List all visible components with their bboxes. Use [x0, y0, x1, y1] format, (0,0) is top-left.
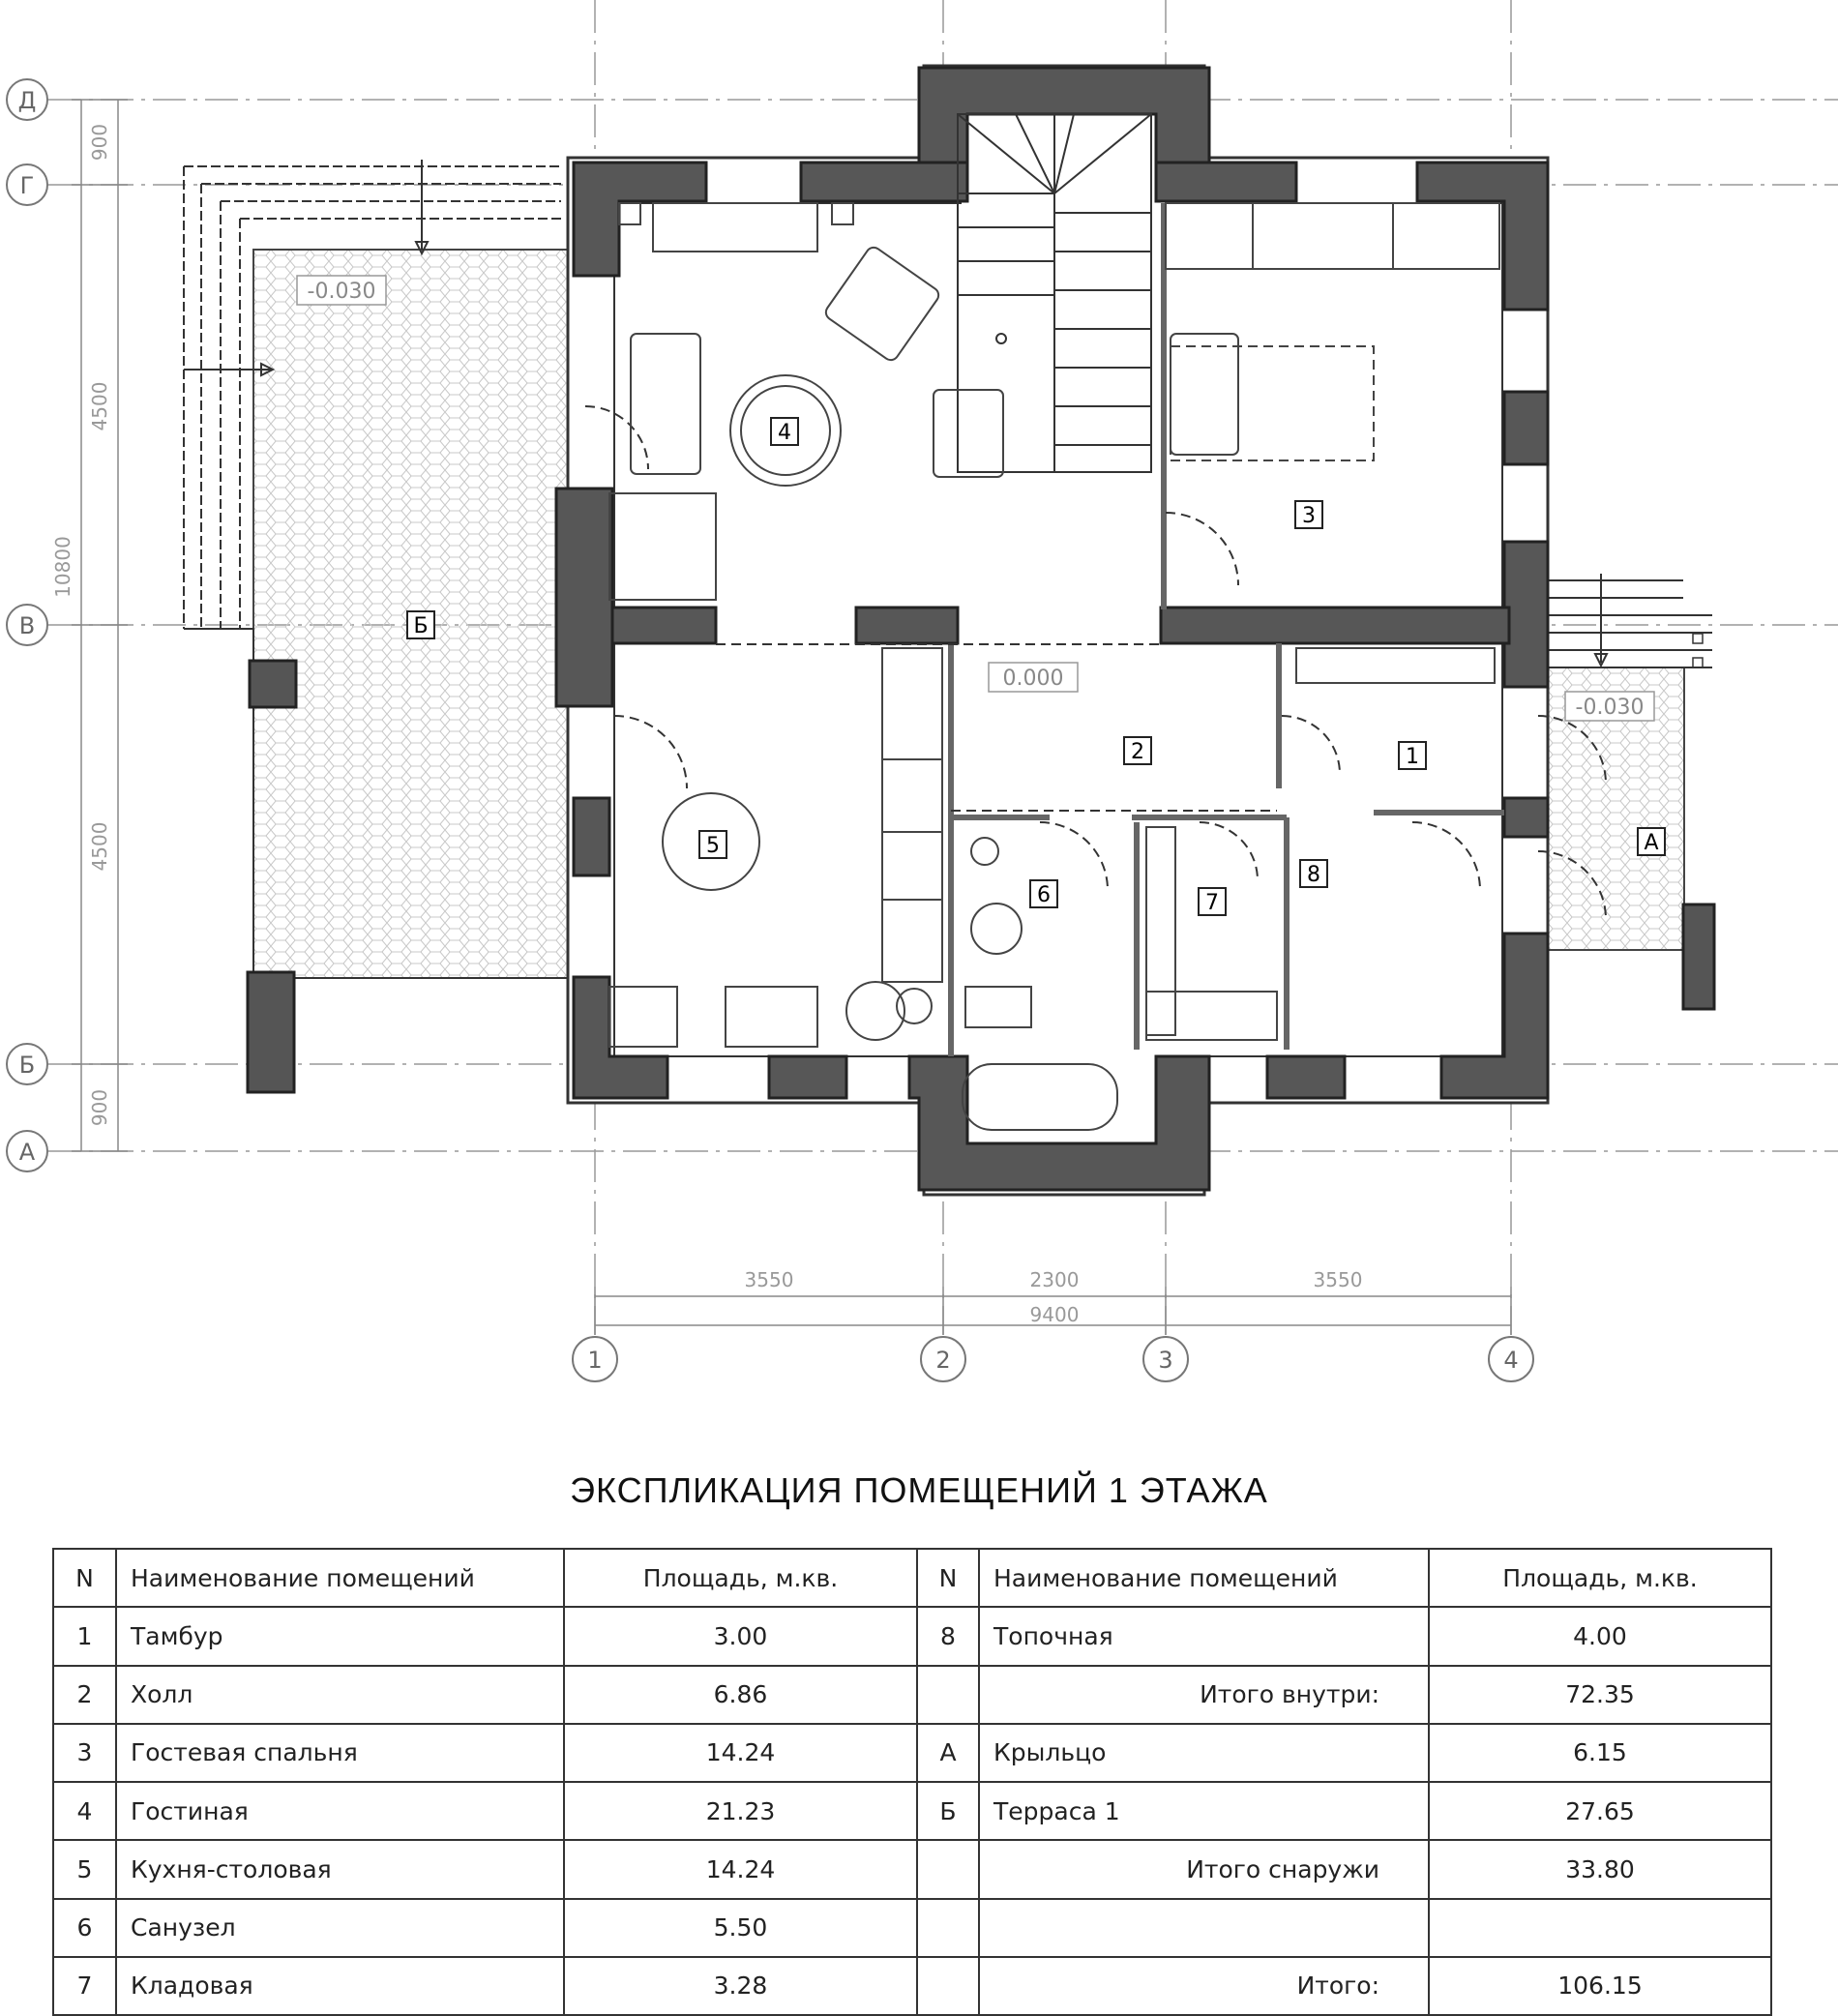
- axis-bubbles-cols: [573, 1337, 1533, 1381]
- room-tag-2: 2: [1131, 740, 1144, 764]
- row-num-right: 8: [917, 1607, 979, 1665]
- row-num-right: [917, 1666, 979, 1724]
- table-row: [53, 1666, 1771, 1724]
- porch-a: [1527, 574, 1714, 1009]
- room-tag-8: 8: [1307, 863, 1320, 887]
- row-num-right: Б: [917, 1782, 979, 1840]
- table-row: [53, 1724, 1771, 1782]
- row-name: Кладовая: [116, 1957, 564, 2015]
- row-name-right: Терраса 1: [979, 1782, 1429, 1840]
- table-header-row: [53, 1549, 1771, 1607]
- room-tag-7: 7: [1205, 891, 1219, 915]
- row-name-right: Итого снаружи: [979, 1840, 1429, 1898]
- explication-title: ЭКСПЛИКАЦИЯ ПОМЕЩЕНИЙ 1 ЭТАЖА: [570, 1470, 1268, 1510]
- dim-bottom-3: 3550: [1313, 1268, 1363, 1291]
- row-num: 4: [53, 1782, 116, 1840]
- dim-bottom-1: 3550: [744, 1268, 794, 1291]
- axis-row-d: Д: [17, 87, 37, 114]
- row-name: Гостиная: [116, 1782, 564, 1840]
- row-num-right: А: [917, 1724, 979, 1782]
- row-name-right: Крыльцо: [979, 1724, 1429, 1782]
- row-num: 1: [53, 1607, 116, 1665]
- dim-left-3: 4500: [88, 821, 111, 872]
- row-area-right: 6.15: [1429, 1724, 1771, 1782]
- row-area: 21.23: [564, 1782, 917, 1840]
- row-area: 6.86: [564, 1666, 917, 1724]
- dim-left-4: 900: [88, 1088, 111, 1127]
- col-header-name-right: Наименование помещений: [979, 1549, 1429, 1607]
- row-area-right: 72.35: [1429, 1666, 1771, 1724]
- dim-left-total: 10800: [51, 536, 74, 598]
- room-tag-1: 1: [1406, 745, 1419, 769]
- row-num: 5: [53, 1840, 116, 1898]
- row-name: Холл: [116, 1666, 564, 1724]
- room-tag-3: 3: [1302, 504, 1316, 528]
- row-area: 3.00: [564, 1607, 917, 1665]
- row-area-right: 106.15: [1429, 1957, 1771, 2015]
- level-mark-porch: -0.030: [1575, 696, 1645, 720]
- row-num-right: [917, 1840, 979, 1898]
- row-num: 2: [53, 1666, 116, 1724]
- room-tag-5: 5: [706, 834, 720, 858]
- row-name-right: Топочная: [979, 1607, 1429, 1665]
- row-name: Кухня-столовая: [116, 1840, 564, 1898]
- table-row: [53, 1899, 1771, 1957]
- col-header-n: N: [53, 1549, 116, 1607]
- row-area: 5.50: [564, 1899, 917, 1957]
- row-area: 14.24: [564, 1724, 917, 1782]
- axis-col-2: 2: [935, 1347, 951, 1374]
- table-row: [53, 1607, 1771, 1665]
- left-dimension-chain: [72, 100, 128, 1151]
- axis-row-g: Г: [19, 172, 35, 199]
- axis-row-a: А: [18, 1139, 36, 1166]
- row-area-right: 33.80: [1429, 1840, 1771, 1898]
- dim-left-2: 4500: [88, 381, 111, 431]
- row-area: 3.28: [564, 1957, 917, 2015]
- row-num: 7: [53, 1957, 116, 2015]
- explication-table: [52, 1548, 1772, 2016]
- row-name: Гостевая спальня: [116, 1724, 564, 1782]
- row-name-right: [979, 1899, 1429, 1957]
- col-header-n-right: N: [917, 1549, 979, 1607]
- axis-col-1: 1: [587, 1347, 603, 1374]
- table-row: [53, 1840, 1771, 1898]
- row-num: 3: [53, 1724, 116, 1782]
- axis-col-4: 4: [1503, 1347, 1519, 1374]
- room-tag-6: 6: [1037, 883, 1051, 907]
- axis-col-3: 3: [1158, 1347, 1173, 1374]
- table-row: [53, 1782, 1771, 1840]
- dim-left-1: 900: [88, 123, 111, 162]
- table-row: [53, 1957, 1771, 2015]
- level-mark-hall: 0.000: [1002, 667, 1064, 691]
- level-mark-terrace: -0.030: [307, 280, 376, 304]
- row-num-right: [917, 1957, 979, 2015]
- row-area: 14.24: [564, 1840, 917, 1898]
- col-header-area-right: Площадь, м.кв.: [1429, 1549, 1771, 1607]
- col-header-area: Площадь, м.кв.: [564, 1549, 917, 1607]
- col-header-name: Наименование помещений: [116, 1549, 564, 1607]
- dim-bottom-total: 9400: [1029, 1303, 1080, 1326]
- room-tag-4: 4: [778, 421, 791, 445]
- axis-row-v: В: [18, 612, 36, 639]
- row-name: Санузел: [116, 1899, 564, 1957]
- room-tag-a: А: [1644, 831, 1659, 855]
- row-num-right: [917, 1899, 979, 1957]
- axis-bubbles-rows: [7, 79, 47, 1171]
- row-name-right: Итого внутри:: [979, 1666, 1429, 1724]
- row-area-right: [1429, 1899, 1771, 1957]
- axis-row-b: Б: [18, 1052, 36, 1079]
- row-area-right: 4.00: [1429, 1607, 1771, 1665]
- row-num: 6: [53, 1899, 116, 1957]
- room-tag-b: Б: [413, 614, 429, 638]
- dim-bottom-2: 2300: [1029, 1268, 1080, 1291]
- row-name-right: Итого:: [979, 1957, 1429, 2015]
- row-name: Тамбур: [116, 1607, 564, 1665]
- row-area-right: 27.65: [1429, 1782, 1771, 1840]
